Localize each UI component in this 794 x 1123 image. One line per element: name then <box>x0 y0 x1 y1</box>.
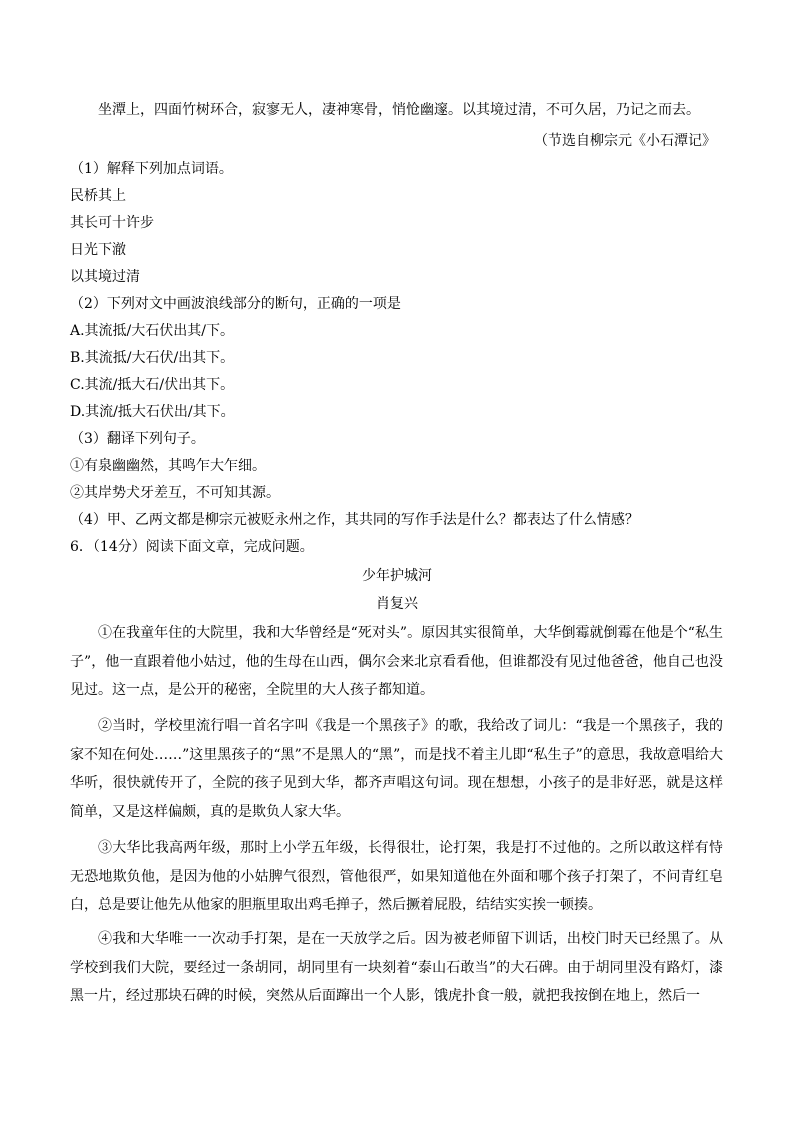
question-1-item: 其长可十许步 <box>70 215 154 231</box>
article-title: 少年护城河 <box>362 568 432 584</box>
question-3-item: ②其岸势犬牙差互，不可知其源。 <box>70 485 280 501</box>
question-2-option: B.其流抵/大石伏/出其下。 <box>70 350 235 366</box>
question-1-prompt: （1）解释下列加点词语。 <box>70 161 233 177</box>
question-2-option: C.其流/抵大石/伏出其下。 <box>70 377 235 393</box>
question-1-item: 以其境过清 <box>70 269 140 285</box>
article-paragraph: ②当时，学校里流行唱一首名字叫《我是一个黑孩子》的歌，我给改了词儿：“我是一个黑孩子，我的家不知在何处……”这里黑孩子的“黑”不是黑人的“黑”，而是找不着主儿即“私生子”的意思，我故意唱给大华听，很快就传开了，全院的孩子见到大华，都齐声唱这句词。现在想想，小孩子的是非好恶，就是这样简单，又是这样偏颇，真的是欺负人家大华。 <box>70 718 723 820</box>
question-3-item: ①有泉幽幽然，其鸣乍大乍细。 <box>70 458 266 474</box>
article-paragraph: ①在我童年住的大院里，我和大华曾经是“死对头”。原因其实很简单，大华倒霉就倒霉在他是个“私生子”，他一直跟着他小姑过，他的生母在山西，偶尔会来北京看看他，但谁都没有见过他爸爸，他自己也没见过。这一点，是公开的秘密，全院里的大人孩子都知道。 <box>70 625 723 698</box>
article-paragraph: ④我和大华唯一一次动手打架，是在一天放学之后。因为被老师留下训话，出校门时天已经黑了。从学校到我们大院，要经过一条胡同，胡同里有一块刻着“泰山石敢当”的大石碑。由于胡同里没有路灯，漆黑一片，经过那块石碑的时候，突然从后面蹿出一个人影，饿虎扑食一般，就把我按倒在地上，然后一 <box>70 931 723 1004</box>
article-author: 肖复兴 <box>376 596 418 612</box>
question-2-option: D.其流/抵大石伏出/其下。 <box>70 404 235 420</box>
question-4-prompt: （4）甲、乙两文都是柳宗元被贬永州之作，其共同的写作手法是什么？都表达了什么情感？ <box>70 512 639 528</box>
question-1-item: 日光下澈 <box>70 242 126 258</box>
question-6-header: 6．（14分）阅读下面文章，完成问题。 <box>70 539 314 555</box>
passage-end-text: 坐潭上，四面竹树环合，寂寥无人，凄神寒骨，悄怆幽邃。以其境过清，不可久居，乃记之而去。 <box>98 102 700 118</box>
question-2-prompt: （2）下列对文中画波浪线部分的断句，正确的一项是 <box>70 296 401 312</box>
question-1-item: 民桥其上 <box>70 188 126 204</box>
question-3-prompt: （3）翻译下列句子。 <box>70 431 205 447</box>
question-2-option: A.其流抵/大石伏出其/下。 <box>70 323 234 339</box>
passage-source: （节选自柳宗元《小石潭记》 <box>534 133 716 149</box>
article-paragraph: ③大华比我高两年级，那时上小学五年级，长得很壮，论打架，我是打不过他的。之所以敢这样有恃无恐地欺负他，是因为他的小姑脾气很烈，管他很严，如果知道他在外面和哪个孩子打架了，不问青红皂白，总是要让他先从他家的胆瓶里取出鸡毛掸子，然后撅着屁股，结结实实挨一顿揍。 <box>70 840 723 913</box>
